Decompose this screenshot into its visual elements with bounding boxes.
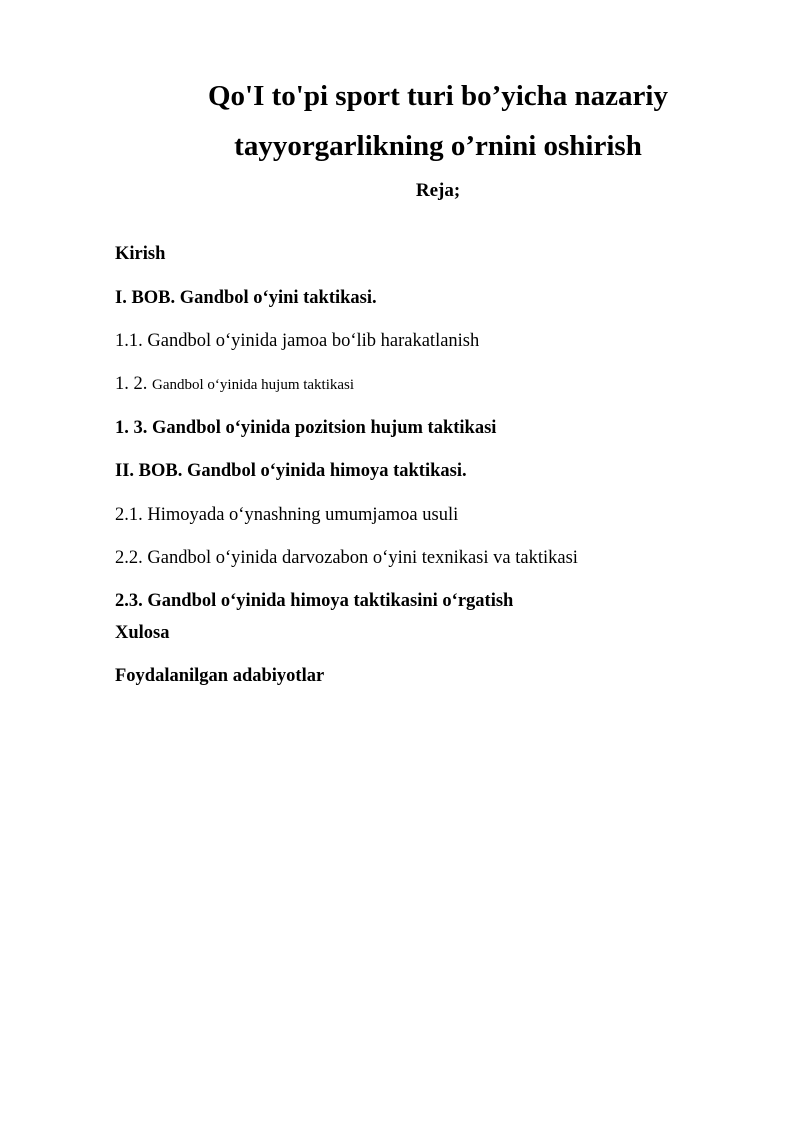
- document-title-line-2: tayyorgarlikning o’rnini oshirish: [234, 130, 642, 162]
- toc-item-references: Foydalanilgan adabiyotlar: [115, 666, 325, 686]
- plan-heading: Reja;: [415, 180, 461, 201]
- toc-item-1-2-label: Gandbol o‘yinida hujum taktikasi: [152, 377, 355, 393]
- document-title-line-1: Qo'I to'pi sport turi bo’yicha nazariy: [208, 80, 668, 112]
- toc-item-introduction: Kirish: [115, 244, 166, 264]
- toc-item-2-3: 2.3. Gandbol o‘yinida himoya taktikasini o‘rgatish: [115, 591, 514, 611]
- toc-item-1-2: [115, 373, 354, 396]
- toc-item-conclusion: Xulosa: [115, 623, 170, 643]
- toc-item-1-2-number: 1. 2.: [115, 374, 148, 394]
- toc-item-2-1: 2.1. Himoyada o‘ynashning umumjamoa usuli: [115, 505, 459, 525]
- toc-item-chapter-1: I. BOB. Gandbol o‘yini taktikasi.: [115, 288, 377, 308]
- toc-item-1-3: 1. 3. Gandbol o‘yinida pozitsion hujum taktikasi: [115, 418, 497, 438]
- toc-item-1-1: 1.1. Gandbol o‘yinida jamoa bo‘lib harakatlanish: [115, 331, 480, 351]
- toc-item-2-2: 2.2. Gandbol o‘yinida darvozabon o‘yini texnikasi va taktikasi: [115, 548, 578, 568]
- toc-item-chapter-2: II. BOB. Gandbol o‘yinida himoya taktikasi.: [115, 461, 467, 481]
